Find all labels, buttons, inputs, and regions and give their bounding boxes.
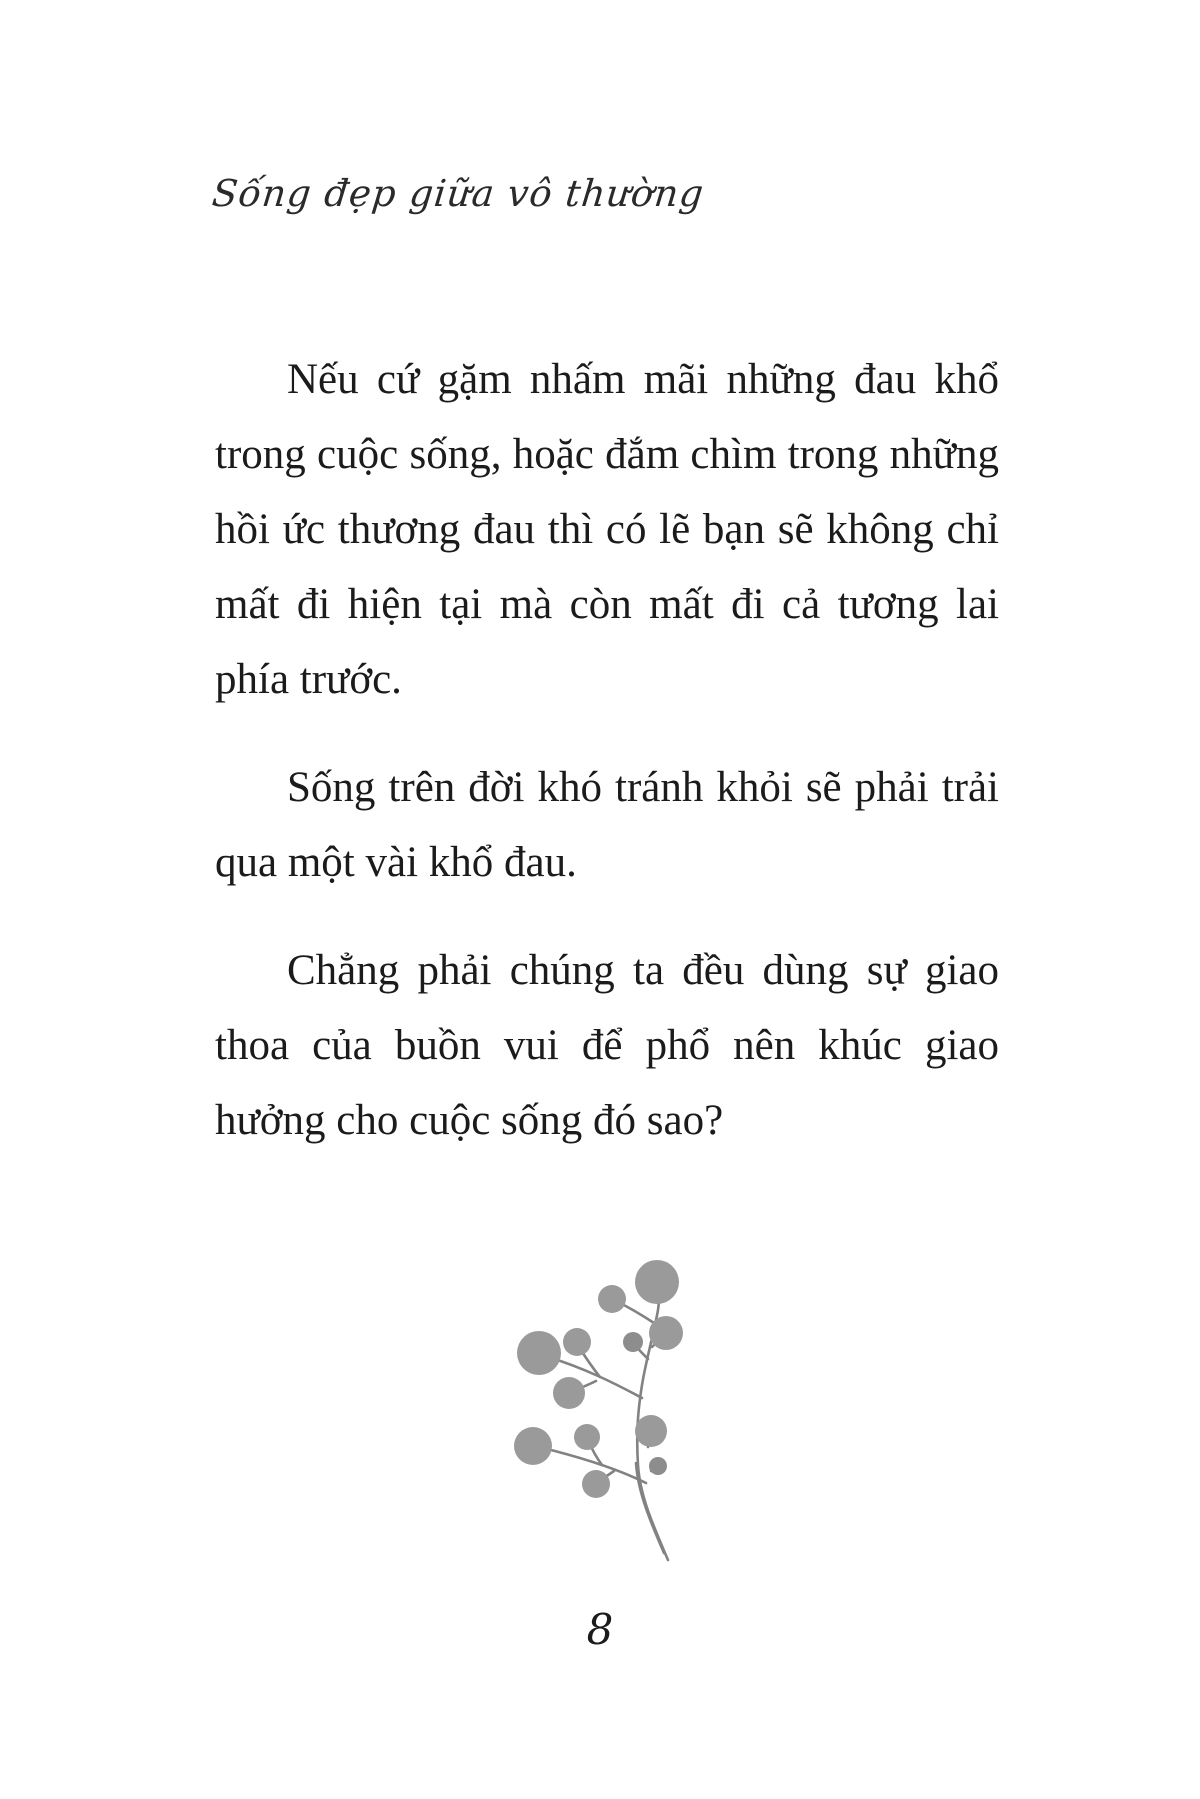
page-body [215, 342, 999, 1158]
paragraph: Chẳng phải chúng ta đều dùng sự giao thoa của buồn vui để phổ nên khúc giao hưởng cho cuộc sống đó sao? [215, 947, 999, 1144]
berry-branch-ornament-icon [440, 1235, 720, 1575]
running-header-title: Sống đẹp giữa vô thường [210, 172, 707, 215]
paragraph: Sống trên đời khó tránh khỏi sẽ phải trải qua một vài khổ đau. [215, 764, 999, 886]
paragraph: Nếu cứ gặm nhấm mãi những đau khổ trong cuộc sống, hoặc đắm chìm trong những hồi ức thương đau thì có lẽ bạn sẽ không chỉ mất đi hiện tại mà còn mất đi cả tương lai phía trước. [215, 356, 999, 703]
page-number: 8 [586, 1605, 614, 1654]
